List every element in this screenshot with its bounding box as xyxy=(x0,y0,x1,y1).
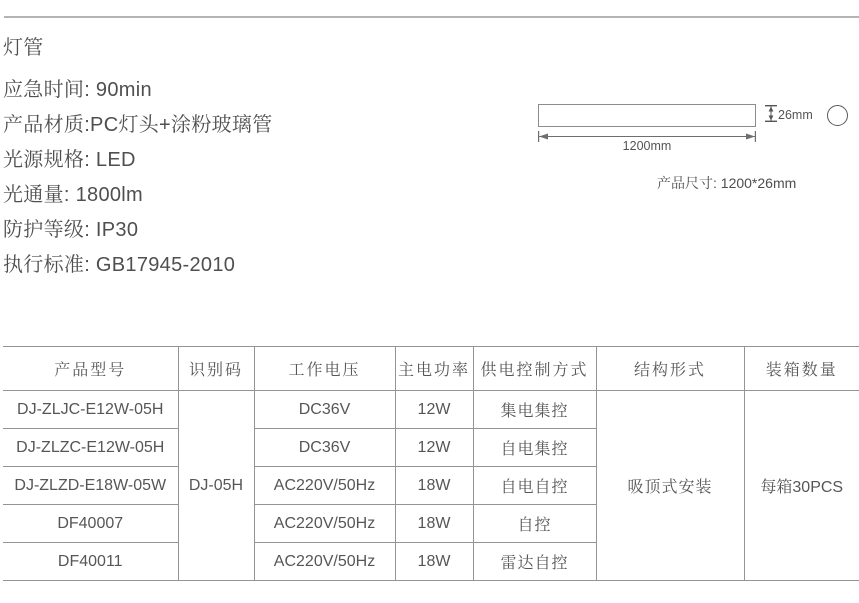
cell-voltage: AC220V/50Hz xyxy=(254,467,395,505)
top-divider xyxy=(4,16,859,18)
spec-table xyxy=(3,346,859,581)
header-model: 产品型号 xyxy=(3,347,178,391)
spec-item-standard: 执行标准: GB17945-2010 xyxy=(3,254,236,276)
cell-control: 集电集控 xyxy=(473,391,596,429)
cell-power: 12W xyxy=(395,429,473,467)
cell-id-code: DJ-05H xyxy=(178,391,254,581)
cell-control: 自电自控 xyxy=(473,467,596,505)
spec-item-lamp-tube: 灯管 xyxy=(3,37,44,59)
spec-item-light-source: 光源规格: LED xyxy=(3,149,136,171)
cell-power: 18W xyxy=(395,543,473,581)
cell-model: DF40011 xyxy=(3,543,178,581)
cell-voltage: DC36V xyxy=(254,391,395,429)
spec-item-ip-rating: 防护等级: IP30 xyxy=(3,219,139,241)
height-dimension-line xyxy=(765,105,777,122)
header-power: 主电功率 xyxy=(395,347,473,391)
cell-control: 自电集控 xyxy=(473,429,596,467)
cell-control: 雷达自控 xyxy=(473,543,596,581)
spec-list xyxy=(3,28,273,280)
table-row xyxy=(3,391,859,429)
cell-voltage: DC36V xyxy=(254,429,395,467)
header-id-code: 识别码 xyxy=(178,347,254,391)
cell-model: DJ-ZLZD-E18W-05W xyxy=(3,467,178,505)
cell-voltage: AC220V/50Hz xyxy=(254,543,395,581)
cell-voltage: AC220V/50Hz xyxy=(254,505,395,543)
cell-model: DJ-ZLJC-E12W-05H xyxy=(3,391,178,429)
cell-power: 12W xyxy=(395,391,473,429)
cell-packing: 每箱30PCS xyxy=(744,391,859,581)
spec-item-luminous-flux: 光通量: 1800lm xyxy=(3,184,144,206)
header-packing: 装箱数量 xyxy=(744,347,859,391)
tube-side-view xyxy=(538,104,756,127)
cell-model: DF40007 xyxy=(3,505,178,543)
spec-item-emergency-time: 应急时间: 90min xyxy=(3,79,152,101)
cell-power: 18W xyxy=(395,505,473,543)
length-dimension-label: 1200mm xyxy=(622,139,672,153)
cell-model: DJ-ZLZC-E12W-05H xyxy=(3,429,178,467)
height-dimension-label: 26mm xyxy=(778,108,813,122)
cell-power: 18W xyxy=(395,467,473,505)
header-control: 供电控制方式 xyxy=(473,347,596,391)
cell-control: 自控 xyxy=(473,505,596,543)
tube-end-view xyxy=(827,105,848,126)
cell-structure: 吸顶式安装 xyxy=(596,391,744,581)
table-header-row xyxy=(3,347,859,391)
header-structure: 结构形式 xyxy=(596,347,744,391)
spec-item-material: 产品材质:PC灯头+涂粉玻璃管 xyxy=(3,114,273,136)
header-voltage: 工作电压 xyxy=(254,347,395,391)
product-size-caption: 产品尺寸: 1200*26mm xyxy=(657,175,797,191)
